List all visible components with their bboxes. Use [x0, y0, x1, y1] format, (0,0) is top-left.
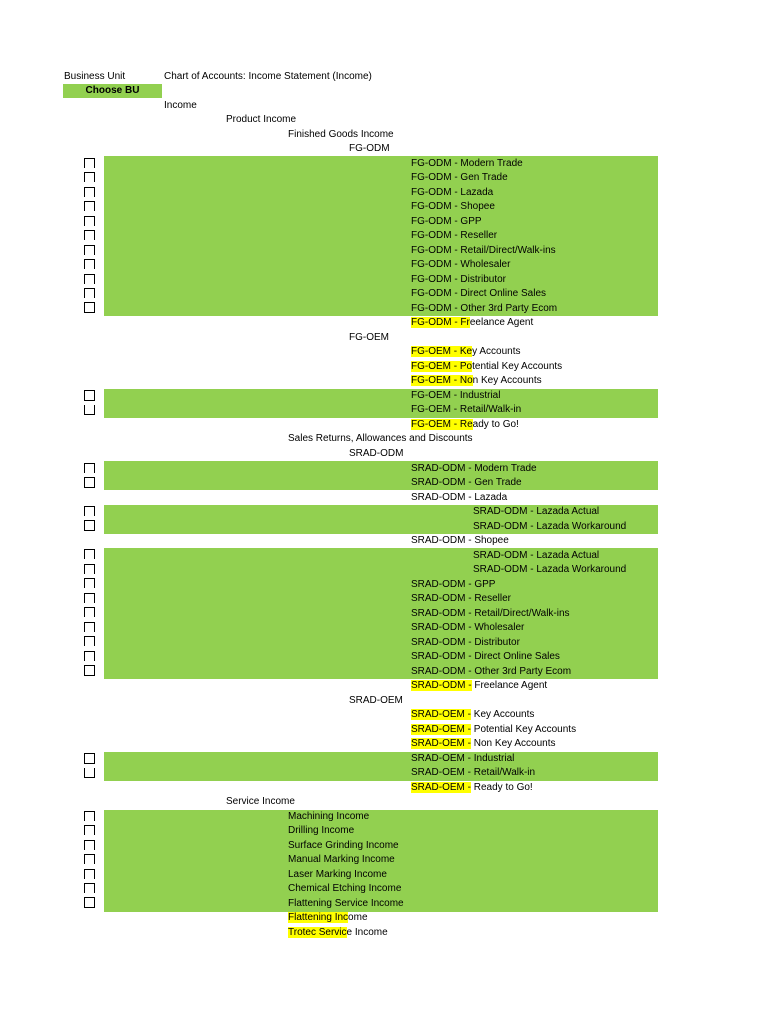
srad-odm-lazada: SRAD-ODM - Lazada	[411, 492, 508, 503]
row-checkbox[interactable]	[84, 506, 95, 516]
fg-oem-item: FG-OEM - Retail/Walk-in	[411, 404, 522, 415]
srad-odm-item: SRAD-ODM - Other 3rd Party Ecom	[411, 666, 572, 677]
highlight: Flattening Inc	[288, 912, 349, 923]
srad-odm-item: SRAD-ODM - GPP	[411, 579, 496, 590]
row-checkbox[interactable]	[84, 854, 95, 864]
fg-odm-item: FG-ODM - Wholesaler	[411, 259, 511, 270]
fg-odm-item: FG-ODM - Gen Trade	[411, 172, 508, 183]
service-item: Surface Grinding Income	[288, 840, 399, 851]
chart-title: Chart of Accounts: Income Statement (Income)	[164, 71, 372, 82]
highlight: SRAD-ODM -	[411, 680, 472, 691]
heading-service-income: Service Income	[226, 796, 295, 807]
trotec-income	[288, 926, 388, 940]
row-checkbox[interactable]	[84, 825, 95, 835]
row-checkbox[interactable]	[84, 172, 95, 182]
text-rest: ome	[348, 912, 368, 923]
heading-fg-odm: FG-ODM	[349, 143, 390, 154]
highlight: FG-ODM - Fr	[411, 317, 470, 328]
row-checkbox[interactable]	[84, 607, 95, 617]
green-band-srad-odm-a	[104, 461, 658, 490]
service-item: Manual Marking Income	[288, 854, 395, 865]
service-item: Chemical Etching Income	[288, 883, 402, 894]
highlight: SRAD-OEM -	[411, 738, 471, 749]
fg-odm-item: FG-ODM - GPP	[411, 216, 482, 227]
srad-odm-item: SRAD-ODM - Direct Online Sales	[411, 651, 560, 662]
fg-odm-item: FG-ODM - Other 3rd Party Ecom	[411, 303, 558, 314]
heading-income: Income	[164, 100, 197, 111]
row-checkbox[interactable]	[84, 477, 95, 488]
fg-oem-ready	[411, 418, 519, 432]
row-checkbox[interactable]	[84, 158, 95, 168]
heading-fg-oem: FG-OEM	[349, 332, 389, 343]
srad-shopee-sub: SRAD-ODM - Lazada Actual	[473, 550, 600, 561]
green-band-srad-oem	[104, 752, 658, 781]
row-checkbox[interactable]	[84, 768, 95, 778]
service-item: Laser Marking Income	[288, 869, 387, 880]
row-checkbox[interactable]	[84, 636, 95, 646]
heading-sales-returns: Sales Returns, Allowances and Discounts	[288, 433, 473, 444]
srad-shopee-sub: SRAD-ODM - Lazada Workaround	[473, 564, 627, 575]
heading-product-income: Product Income	[226, 114, 297, 125]
srad-odm-item: SRAD-ODM - Reseller	[411, 593, 512, 604]
row-checkbox[interactable]	[84, 288, 95, 298]
heading-finished-goods-income: Finished Goods Income	[288, 129, 394, 140]
row-checkbox[interactable]	[84, 811, 95, 821]
fg-odm-item: FG-ODM - Reseller	[411, 230, 498, 241]
fg-oem-item: FG-OEM - Industrial	[411, 390, 501, 401]
srad-oem-item: SRAD-OEM - Retail/Walk-in	[411, 767, 536, 778]
row-checkbox[interactable]	[84, 230, 95, 240]
flattening-income	[288, 911, 368, 925]
choose-bu-button[interactable]: Choose BU	[63, 84, 162, 98]
srad-odm-item: SRAD-ODM - Modern Trade	[411, 463, 537, 474]
business-unit-label: Business Unit	[64, 71, 126, 82]
green-band-fg-oem	[104, 389, 658, 418]
highlight: FG-OEM - Ke	[411, 346, 473, 357]
highlight: FG-OEM - No	[411, 375, 473, 386]
service-item: Drilling Income	[288, 825, 355, 836]
heading-srad-oem: SRAD-OEM	[349, 695, 403, 706]
row-checkbox[interactable]	[84, 259, 95, 269]
row-checkbox[interactable]	[84, 549, 95, 559]
service-item: Machining Income	[288, 811, 370, 822]
green-band-fg-odm	[104, 156, 658, 316]
srad-odm-item: SRAD-ODM - Distributor	[411, 637, 520, 648]
srad-oem-potential	[411, 723, 576, 737]
row-checkbox[interactable]	[84, 201, 95, 211]
highlight: SRAD-OEM -	[411, 709, 471, 720]
row-checkbox[interactable]	[84, 187, 95, 197]
fg-odm-item: FG-ODM - Modern Trade	[411, 158, 523, 169]
text-rest: n Key Accounts	[472, 375, 542, 386]
fg-odm-item: FG-ODM - Lazada	[411, 187, 494, 198]
row-checkbox[interactable]	[84, 564, 95, 574]
srad-odm-item: SRAD-ODM - Gen Trade	[411, 477, 522, 488]
row-checkbox[interactable]	[84, 520, 95, 531]
highlight: SRAD-OEM -	[411, 782, 471, 793]
text-rest: tential Key Accounts	[472, 361, 563, 372]
text-rest: Ready to Go!	[471, 782, 533, 793]
row-checkbox[interactable]	[84, 245, 95, 255]
text-rest: y Accounts	[472, 346, 521, 357]
text-rest: Non Key Accounts	[471, 738, 556, 749]
highlight: FG-OEM - Po	[411, 361, 473, 372]
text-rest: Freelance Agent	[471, 680, 548, 691]
srad-lazada-sub: SRAD-ODM - Lazada Actual	[473, 506, 600, 517]
srad-oem-item: SRAD-OEM - Industrial	[411, 753, 515, 764]
row-checkbox[interactable]	[84, 274, 95, 284]
highlight: Trotec Servic	[288, 927, 347, 938]
srad-odm-item: SRAD-ODM - Retail/Direct/Walk-ins	[411, 608, 570, 619]
row-checkbox[interactable]	[84, 390, 95, 401]
row-checkbox[interactable]	[84, 302, 95, 313]
heading-srad-odm: SRAD-ODM	[349, 448, 404, 459]
text-rest: eelance Agent	[469, 317, 534, 328]
row-checkbox[interactable]	[84, 405, 95, 415]
row-checkbox[interactable]	[84, 869, 95, 879]
fg-odm-item: FG-ODM - Retail/Direct/Walk-ins	[411, 245, 556, 256]
srad-oem-nonkey	[411, 737, 556, 751]
row-checkbox[interactable]	[84, 651, 95, 661]
row-checkbox[interactable]	[84, 216, 95, 226]
srad-lazada-sub: SRAD-ODM - Lazada Workaround	[473, 521, 627, 532]
text-rest: Key Accounts	[471, 709, 535, 720]
row-checkbox[interactable]	[84, 622, 95, 632]
fg-odm-item: FG-ODM - Distributor	[411, 274, 506, 285]
srad-oem-ready	[411, 781, 533, 795]
text-rest: Potential Key Accounts	[471, 724, 577, 735]
srad-odm-freelance	[411, 679, 547, 693]
highlight: FG-OEM - Re	[411, 419, 473, 430]
row-checkbox[interactable]	[84, 883, 95, 893]
fg-oem-nonkey	[411, 374, 542, 388]
row-checkbox[interactable]	[84, 665, 95, 676]
fg-odm-item: FG-ODM - Shopee	[411, 201, 495, 212]
row-checkbox[interactable]	[84, 463, 95, 473]
srad-odm-item: SRAD-ODM - Wholesaler	[411, 622, 525, 633]
srad-oem-key	[411, 708, 534, 722]
service-item: Flattening Service Income	[288, 898, 404, 909]
text-rest: ady to Go!	[472, 419, 519, 430]
fg-oem-key	[411, 345, 520, 359]
fg-odm-freelance	[411, 316, 533, 330]
fg-odm-item: FG-ODM - Direct Online Sales	[411, 288, 547, 299]
text-rest: e Income	[346, 927, 388, 938]
row-checkbox[interactable]	[84, 840, 95, 850]
row-checkbox[interactable]	[84, 593, 95, 603]
highlight: SRAD-OEM -	[411, 724, 471, 735]
row-checkbox[interactable]	[84, 897, 95, 908]
row-checkbox[interactable]	[84, 578, 95, 588]
row-checkbox[interactable]	[84, 753, 95, 764]
srad-odm-shopee: SRAD-ODM - Shopee	[411, 535, 509, 546]
fg-oem-potential	[411, 360, 562, 374]
